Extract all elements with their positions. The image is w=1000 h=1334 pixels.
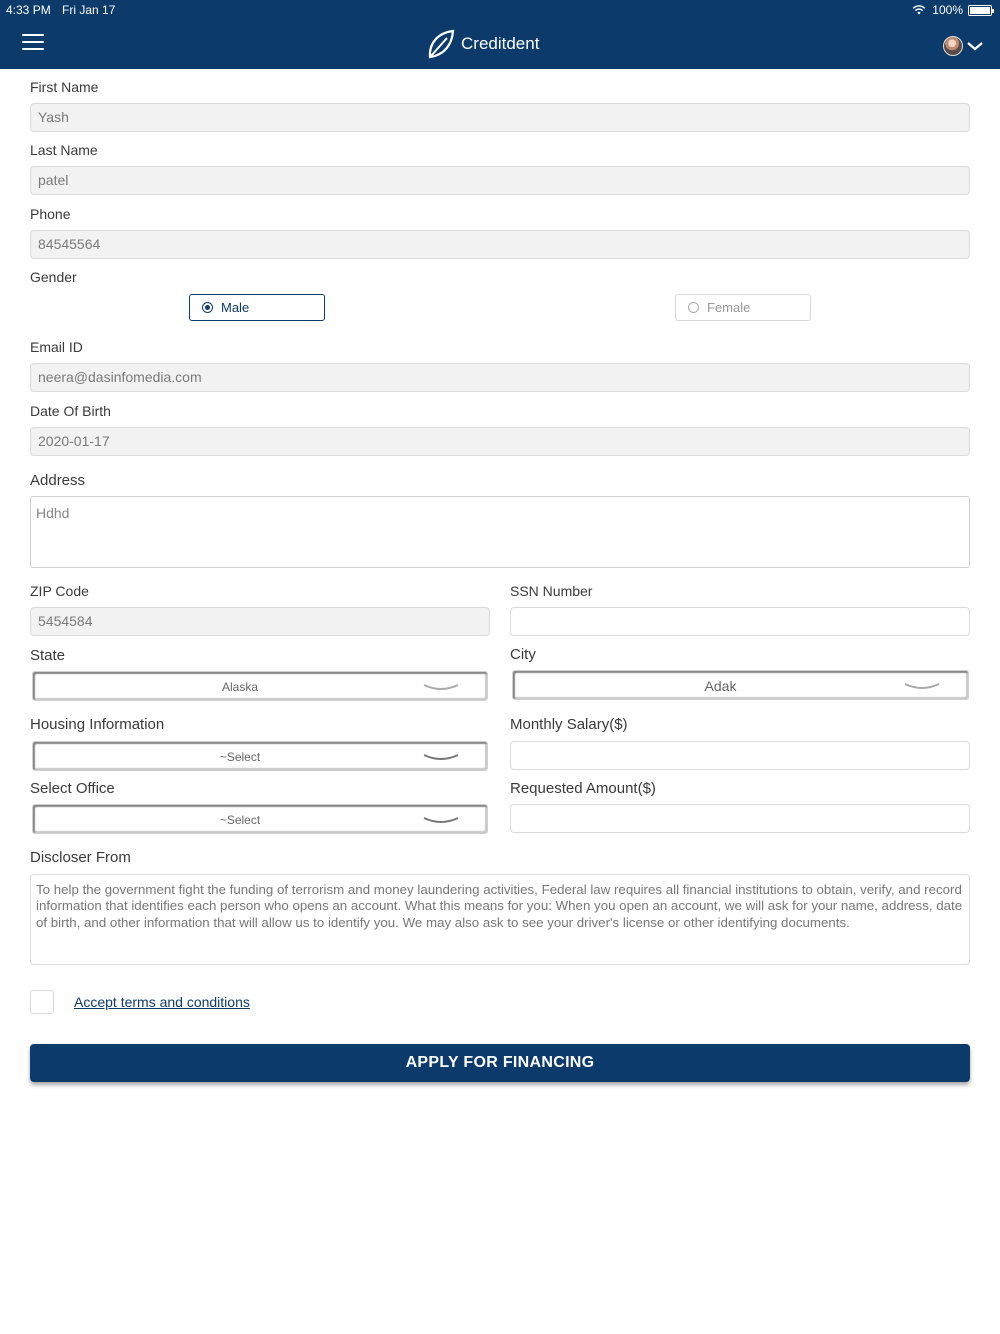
apply-for-financing-button[interactable]: APPLY FOR FINANCING	[30, 1044, 970, 1082]
office-value: ~Select	[219, 813, 261, 827]
terms-checkbox[interactable]	[30, 990, 54, 1014]
hamburger-menu-icon[interactable]	[22, 34, 44, 52]
ssn-label: SSN Number	[510, 583, 593, 599]
housing-select[interactable]	[32, 741, 488, 771]
terms-link[interactable]: Accept terms and conditions	[74, 994, 250, 1010]
zip-field[interactable]: 5454584	[30, 607, 490, 636]
city-label: City	[510, 646, 536, 663]
city-value: Adak	[704, 678, 737, 694]
phone-label: Phone	[30, 206, 71, 222]
chevron-down-icon	[966, 41, 984, 51]
housing-value: ~Select	[219, 750, 261, 764]
state-label: State	[30, 647, 66, 664]
address-label: Address	[30, 472, 86, 489]
battery-icon	[968, 5, 992, 16]
gender-label: Gender	[30, 269, 77, 285]
first-name-label: First Name	[30, 79, 99, 95]
avatar	[943, 36, 963, 56]
state-value: Alaska	[221, 680, 259, 694]
monthly-salary-label: Monthly Salary($)	[510, 716, 628, 733]
zip-label: ZIP Code	[30, 583, 89, 599]
housing-label: Housing Information	[30, 716, 165, 733]
wifi-icon	[912, 5, 926, 15]
radio-selected-icon	[202, 302, 213, 313]
dropdown-arrow-icon	[423, 683, 459, 692]
phone-field[interactable]: 84545564	[30, 230, 970, 259]
status-bar	[0, 0, 1000, 20]
requested-amount-label: Requested Amount($)	[510, 780, 656, 797]
brand	[425, 28, 539, 60]
state-select[interactable]	[32, 671, 488, 701]
requested-amount-field[interactable]	[510, 804, 970, 833]
dropdown-arrow-icon	[904, 682, 940, 691]
last-name-label: Last Name	[30, 142, 98, 158]
office-label: Select Office	[30, 780, 115, 797]
status-time: 4:33 PM	[6, 3, 51, 17]
profile-menu[interactable]	[943, 36, 984, 56]
first-name-field[interactable]: Yash	[30, 103, 970, 132]
email-label: Email ID	[30, 339, 83, 355]
disclosure-label: Discloser From	[30, 849, 131, 866]
leaf-logo-icon	[425, 28, 457, 60]
status-date: Fri Jan 17	[62, 3, 116, 17]
ssn-field[interactable]	[510, 607, 970, 636]
app-name: Creditdent	[461, 34, 540, 53]
office-select[interactable]	[32, 804, 488, 834]
gender-male-radio[interactable]	[189, 294, 325, 321]
address-textarea[interactable]: Hdhd	[30, 496, 970, 568]
disclosure-text: To help the government fight the funding of terrorism and money laundering activities, Federal law requires all financial institutions to obtain, verify, and record information that identifies each person who opens an account. What this means for you: When you open an account, we will ask for your name, address, date of birth, and other information that will allow us to identify you. We may also ask to see your driver's license or other identifying documents.	[30, 874, 970, 965]
monthly-salary-field[interactable]	[510, 741, 970, 770]
dob-field[interactable]: 2020-01-17	[30, 427, 970, 456]
last-name-field[interactable]: patel	[30, 166, 970, 195]
dob-label: Date Of Birth	[30, 403, 111, 419]
city-select[interactable]	[512, 670, 969, 700]
app-header	[0, 0, 1000, 69]
radio-unselected-icon	[688, 302, 699, 313]
dropdown-arrow-icon	[423, 816, 459, 825]
gender-male-label: Male	[221, 300, 250, 315]
dropdown-arrow-icon	[423, 753, 459, 762]
gender-female-radio[interactable]	[675, 294, 811, 321]
gender-female-label: Female	[707, 300, 751, 315]
email-field[interactable]: neera@dasinfomedia.com	[30, 363, 970, 392]
battery-percent: 100%	[932, 3, 963, 17]
